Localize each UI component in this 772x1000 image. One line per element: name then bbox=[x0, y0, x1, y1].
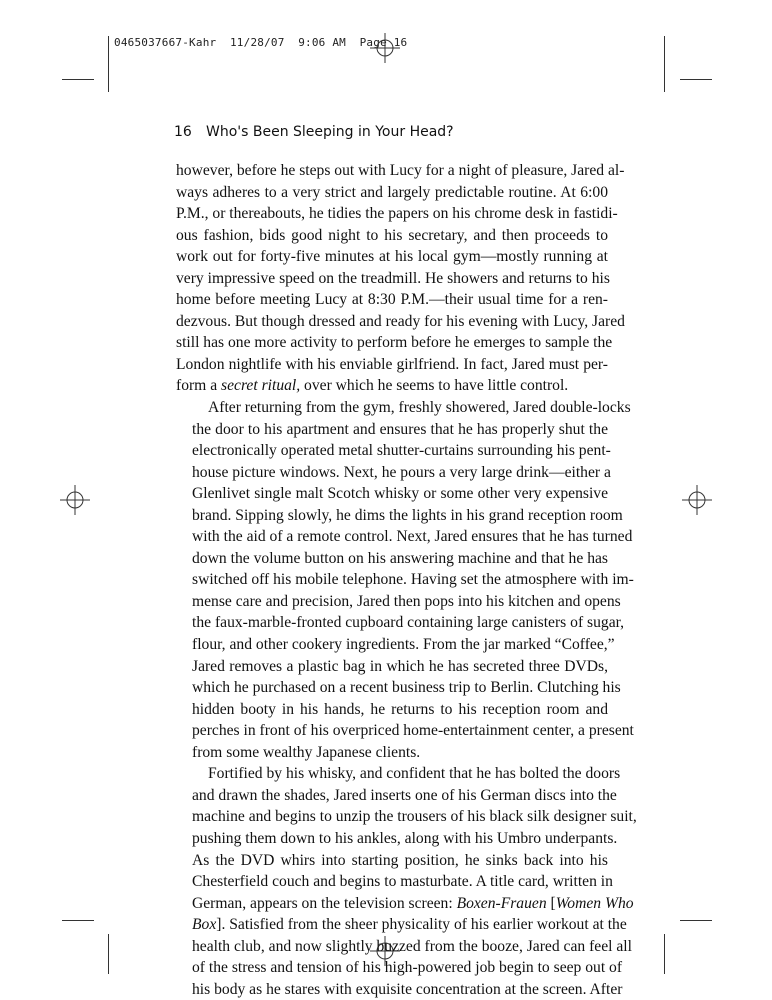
text-line: however, before he steps out with Lucy for a night of pleasure, Jared al- bbox=[176, 162, 625, 179]
text-line bbox=[176, 893, 634, 915]
paragraph-1 bbox=[176, 160, 625, 397]
text-line: Fortified by his whisky, and confident that he has bolted the doors bbox=[208, 765, 621, 783]
text-line: from some wealthy Japanese clients. bbox=[192, 743, 421, 761]
paragraph-3 bbox=[176, 763, 637, 1000]
crop-mark-top-left-horizontal bbox=[62, 79, 94, 80]
text-line: with the aid of a remote control. Next, Jared ensures that he has turned bbox=[192, 528, 633, 546]
crop-mark-bottom-left-horizontal bbox=[62, 920, 94, 921]
text-line: Glenlivet single malt Scotch whisky or some other very expensive bbox=[192, 485, 608, 503]
crop-mark-top-right-vertical bbox=[664, 36, 665, 92]
emphasis: Women Who bbox=[555, 894, 634, 912]
text-line: switched off his mobile telephone. Having set the atmosphere with im- bbox=[192, 571, 634, 589]
text-line: dezvous. But though dressed and ready for his evening with Lucy, Jared bbox=[176, 312, 625, 330]
text-line: house picture windows. Next, he pours a very large drink—either a bbox=[192, 463, 611, 481]
text-line: London nightlife with his enviable girlfriend. In fact, Jared must per- bbox=[176, 355, 608, 373]
text-line: health club, and now slightly buzzed from the booze, Jared can feel all bbox=[192, 937, 632, 955]
text-line: flour, and other cookery ingredients. From the jar marked “Coffee,” bbox=[192, 636, 615, 654]
text-line: mense care and precision, Jared then pops into his kitchen and opens bbox=[192, 592, 621, 610]
printer-slug-line: 0465037667-Kahr 11/28/07 9:06 AM Page 16 bbox=[114, 36, 408, 49]
text-line: ous fashion, bids good night to his secretary, and then proceeds to bbox=[176, 226, 608, 244]
text-line: pushing them down to his ankles, along with his Umbro underpants. bbox=[192, 829, 618, 847]
text-run: form a bbox=[176, 377, 222, 395]
text-line bbox=[176, 375, 608, 397]
text-line: perches in front of his overpriced home-entertainment center, a present bbox=[192, 722, 634, 740]
text-line: hidden booty in his hands, he returns to his reception room and bbox=[192, 700, 608, 718]
crop-mark-bottom-right-horizontal bbox=[680, 920, 712, 921]
book-title: Who's Been Sleeping in Your Head? bbox=[206, 124, 454, 140]
text-line: very impressive speed on the treadmill. He showers and returns to his bbox=[176, 269, 610, 287]
text-line bbox=[176, 914, 627, 936]
text-line: his body as he stares with exquisite concentration at the screen. After bbox=[192, 980, 623, 998]
crop-mark-bottom-left-vertical bbox=[108, 934, 109, 974]
emphasis: Box bbox=[192, 916, 217, 934]
text-run: German, appears on the television screen: bbox=[192, 894, 457, 912]
paragraph-2 bbox=[176, 397, 634, 763]
running-head bbox=[174, 124, 614, 140]
text-line: brand. Sipping slowly, he dims the lights in his grand reception room bbox=[192, 506, 623, 524]
crop-mark-bottom-right-vertical bbox=[664, 934, 665, 974]
text-line: After returning from the gym, freshly showered, Jared double-locks bbox=[208, 399, 631, 417]
text-line: down the volume button on his answering machine and that he has bbox=[192, 549, 608, 567]
page-number: 16 bbox=[174, 124, 192, 140]
text-line: machine and begins to unzip the trousers of his black silk designer suit, bbox=[192, 808, 637, 826]
text-line: Jared removes a plastic bag in which he has secreted three DVDs, bbox=[192, 657, 608, 675]
text-line: of the stress and tension of his high-powered job begin to seep out of bbox=[192, 959, 623, 977]
registration-mark-left-icon bbox=[60, 485, 90, 515]
text-line: work out for forty-five minutes at his local gym—mostly running at bbox=[176, 248, 608, 266]
registration-mark-right-icon bbox=[682, 485, 712, 515]
text-line: As the DVD whirs into starting position, he sinks back into his bbox=[192, 851, 608, 869]
body-text bbox=[176, 160, 637, 1000]
text-line: and drawn the shades, Jared inserts one of his German discs into the bbox=[192, 786, 617, 804]
text-line: electronically operated metal shutter-curtains surrounding his pent- bbox=[192, 442, 611, 460]
text-run: [ bbox=[546, 894, 556, 912]
registration-mark-top-icon bbox=[370, 33, 400, 63]
crop-mark-top-right-horizontal bbox=[680, 79, 712, 80]
emphasis: secret ritual, bbox=[221, 377, 301, 395]
text-line: P.M., or thereabouts, he tidies the papers on his chrome desk in fastidi- bbox=[176, 205, 618, 223]
crop-mark-top-left-vertical bbox=[108, 36, 109, 92]
emphasis: Boxen-Frauen bbox=[456, 894, 547, 912]
text-line: the door to his apartment and ensures that he has properly shut the bbox=[192, 420, 608, 438]
text-line: Chesterfield couch and begins to masturbate. A title card, written in bbox=[192, 873, 613, 891]
text-line: which he purchased on a recent business trip to Berlin. Clutching his bbox=[192, 679, 621, 697]
text-line: ways adheres to a very strict and largely predictable routine. At 6:00 bbox=[176, 183, 608, 201]
text-line: the faux-marble-fronted cupboard containing large canisters of sugar, bbox=[192, 614, 625, 632]
text-run: ]. Satisfied from the sheer physicality of his earlier workout at the bbox=[216, 916, 627, 934]
text-line: still has one more activity to perform before he emerges to sample the bbox=[176, 334, 613, 352]
text-run: over which he seems to have little control. bbox=[300, 377, 569, 395]
text-line: home before meeting Lucy at 8:30 P.M.—their usual time for a ren- bbox=[176, 291, 608, 309]
